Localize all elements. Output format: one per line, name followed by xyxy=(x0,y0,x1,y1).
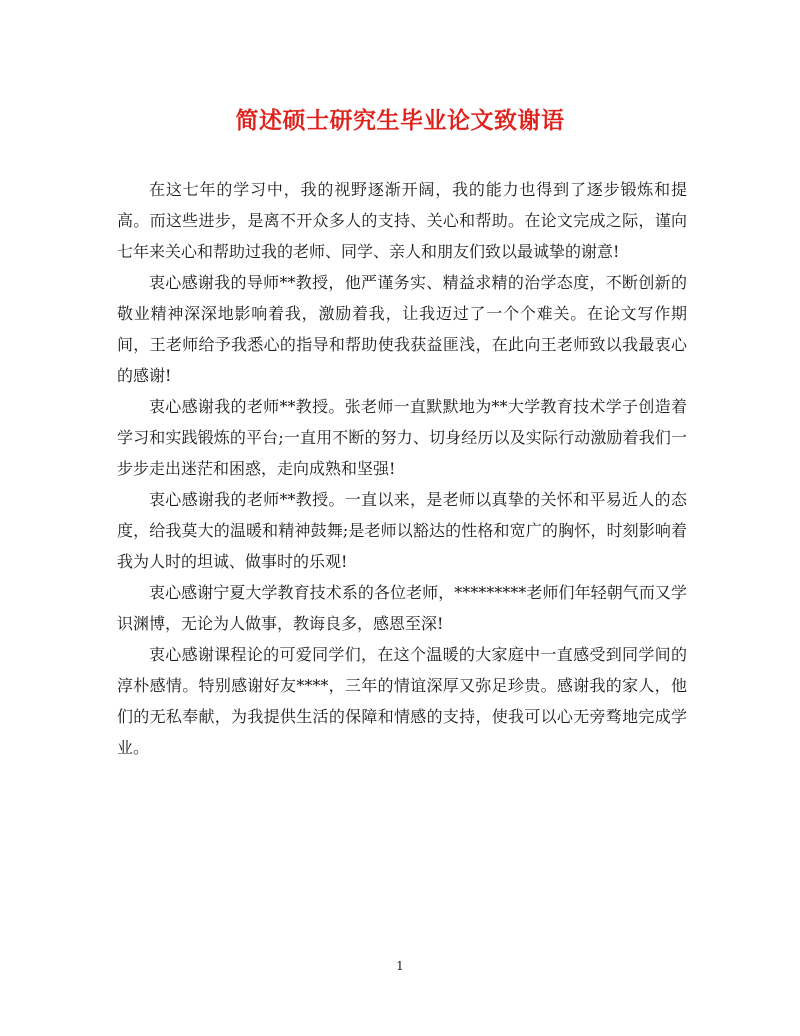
paragraph-department: 衷心感谢宁夏大学教育技术系的各位老师，*********老师们年轻朝气而又学识渊博，无论为人做事，教诲良多，感恩至深! xyxy=(117,583,687,633)
document-body xyxy=(117,174,687,763)
paragraph-advisor: 衷心感谢我的导师**教授，他严谨务实、精益求精的治学态度，不断创新的敬业精神深深地影响着我，激励着我，让我迈过了一个个难关。在论文写作期间，王老师给予我悉心的指导和帮助使我获益匪浅，在此向王老师致以我最衷心的感谢! xyxy=(117,273,687,385)
page-number: 1 xyxy=(396,959,404,973)
document-title: 简述硕士研究生毕业论文致谢语 xyxy=(235,107,565,134)
paragraph-teacher-zhang: 衷心感谢我的老师**教授。张老师一直默默地为**大学教育技术学子创造着学习和实践锻炼的平台;一直用不断的努力、切身经历以及实际行动激励着我们一步步走出迷茫和困惑，走向成熟和坚强! xyxy=(117,397,687,478)
paragraph-classmates-family: 衷心感谢课程论的可爱同学们，在这个温暖的大家庭中一直感受到同学间的淳朴感情。特别感谢好友****，三年的情谊深厚又弥足珍贵。感谢我的家人，他们的无私奉献，为我提供生活的保障和情感的支持，使我可以心无旁骛地完成学业。 xyxy=(117,645,687,757)
paragraph-teacher: 衷心感谢我的老师**教授。一直以来，是老师以真挚的关怀和平易近人的态度，给我莫大的温暖和精神鼓舞;是老师以豁达的性格和宽广的胸怀，时刻影响着我为人时的坦诚、做事时的乐观! xyxy=(117,490,687,571)
paragraph-intro: 在这七年的学习中，我的视野逐渐开阔，我的能力也得到了逐步锻炼和提高。而这些进步，是离不开众多人的支持、关心和帮助。在论文完成之际，谨向七年来关心和帮助过我的老师、同学、亲人和朋友们致以最诚挚的谢意! xyxy=(117,180,687,261)
